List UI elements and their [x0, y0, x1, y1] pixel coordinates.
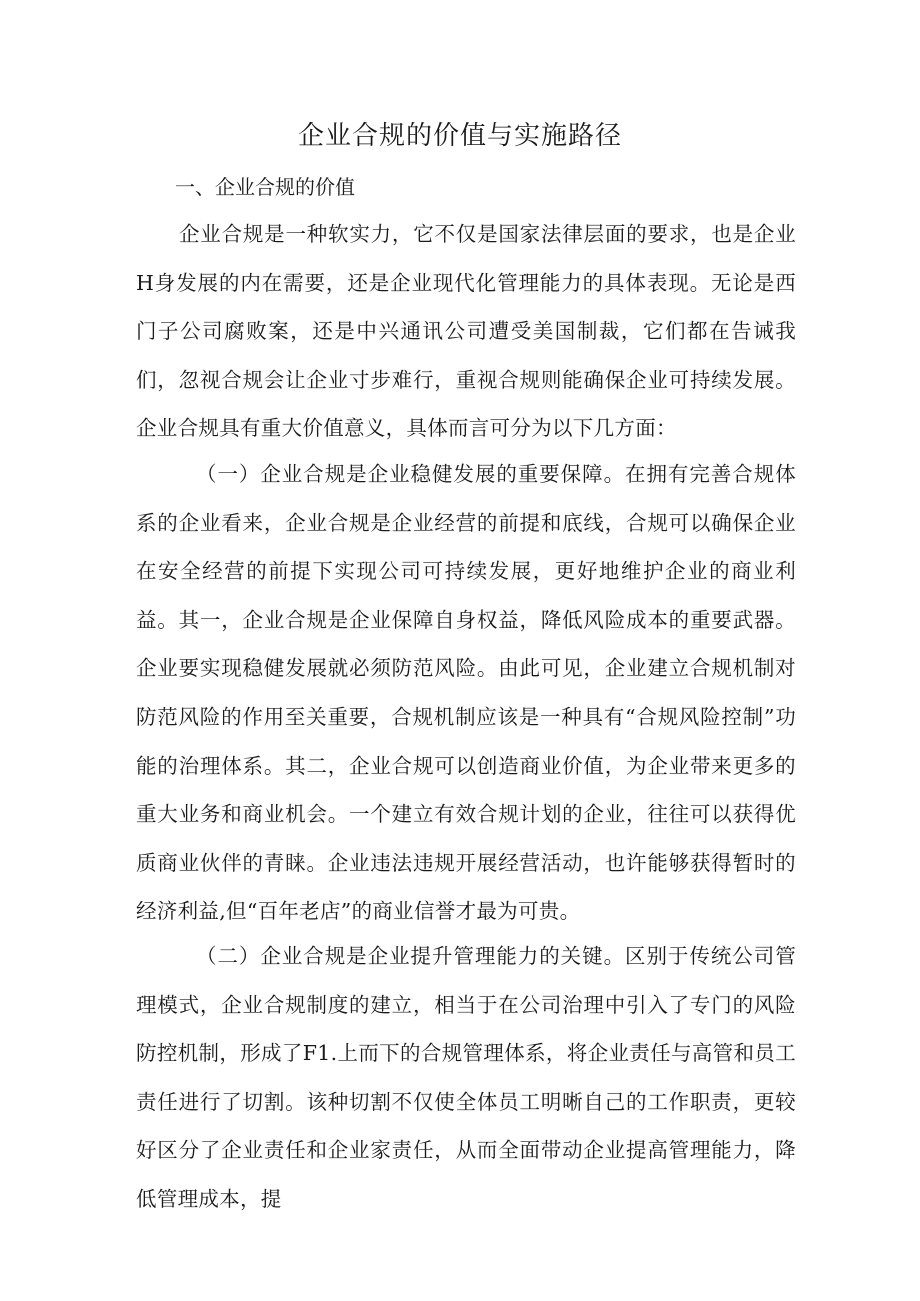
- paragraph-intro: 企业合规是一种软实力，它不仅是国家法律层面的要求，也是企业H身发展的内在需要，还是企业现代化管理能力的具体表现。无论是西门子公司腐败案，还是中兴通讯公司遭受美国制裁，它们都在告诫我们，忽视合规会让企业寸步难行，重视合规则能确保企业可持续发展。企业合规具有重大价值意义，具体而言可分为以下几方面：: [136, 222, 796, 441]
- paragraph-point-2: （二）企业合规是企业提升管理能力的关键。区别于传统公司管理模式，企业合规制度的建立，相当于在公司治理中引入了专门的风险防控机制，形成了F1.上而下的合规管理体系，将企业责任与高管和员工责任进行了切割。该种切割不仅使全体员工明晰自己的工作职责，更较好区分了企业责任和企业家责任，从而全面带动企业提高管理能力，降低管理成本，提: [136, 944, 796, 1211]
- section-heading: 一、企业合规的价值: [175, 175, 355, 199]
- document-title: 企业合规的价值与实施路径: [297, 121, 622, 151]
- paragraph-point-1: （一）企业合规是企业稳健发展的重要保障。在拥有完善合规体系的企业看来，企业合规是企业经营的前提和底线，合规可以确保企业在安全经营的前提下实现公司可持续发展，更好地维护企业的商业利益。其一，企业合规是企业保障自身权益，降低风险成本的重要武器。企业要实现稳健发展就必须防范风险。由此可见，企业建立合规机制对防范风险的作用至关重要，合规机制应该是一种具有“合规风险控制”功能的治理体系。其二，企业合规可以创造商业价值，为企业带来更多的重大业务和商业机会。一个建立有效合规计划的企业，往往可以获得优质商业伙伴的青睐。企业违法违规开展经营活动，也许能够获得暂时的经济利益,但“百年老店”的商业信誉才最为可贵。: [136, 462, 796, 924]
